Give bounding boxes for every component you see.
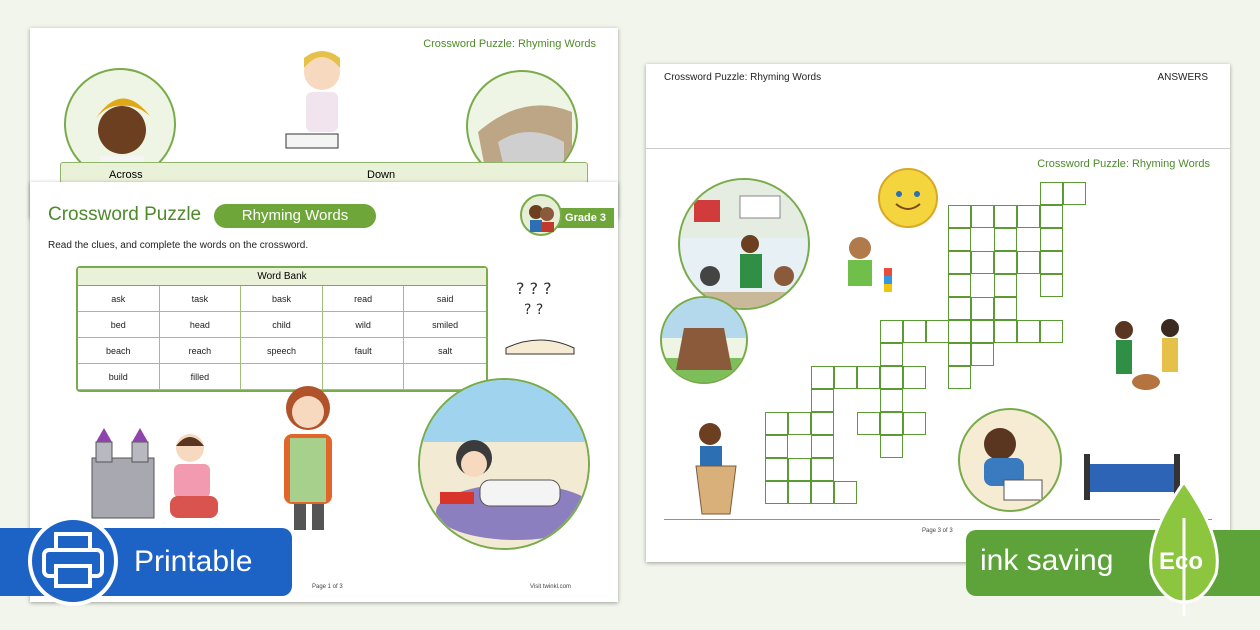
- crossword-cell[interactable]: [834, 366, 857, 389]
- crossword-cell[interactable]: [857, 366, 880, 389]
- word-bank-cell: ask: [78, 286, 160, 312]
- crossword-cell[interactable]: [811, 366, 834, 389]
- crossword-cell[interactable]: [971, 297, 994, 320]
- crossword-cell[interactable]: [811, 389, 834, 412]
- illustration-boy-reading: [418, 378, 590, 550]
- word-bank-cell: wild: [323, 312, 405, 338]
- word-bank-cell: filled: [160, 364, 242, 390]
- answer-page-label: Page 3 of 3: [922, 528, 953, 534]
- crossword-cell[interactable]: [948, 320, 971, 343]
- svg-text:? ?: ? ?: [524, 302, 544, 318]
- crossword-cell[interactable]: [880, 343, 903, 366]
- crossword-cell[interactable]: [880, 366, 903, 389]
- word-bank-cell: beach: [78, 338, 160, 364]
- crossword-cell[interactable]: [788, 412, 811, 435]
- instructions: Read the clues, and complete the words on the crossword.: [48, 240, 309, 251]
- word-bank-cell: smiled: [404, 312, 486, 338]
- crossword-cell[interactable]: [994, 228, 1017, 251]
- illustration-girl-podium: [686, 412, 746, 516]
- crossword-cell[interactable]: [994, 205, 1017, 228]
- crossword-cell[interactable]: [948, 251, 971, 274]
- crossword-cell[interactable]: [1017, 320, 1040, 343]
- answer-sheet-title: Crossword Puzzle: Rhyming Words: [664, 72, 822, 83]
- word-bank-cell: fault: [323, 338, 405, 364]
- crossword-cell[interactable]: [811, 412, 834, 435]
- word-bank-cell: reach: [160, 338, 242, 364]
- word-bank-cell: said: [404, 286, 486, 312]
- word-bank-cell: salt: [404, 338, 486, 364]
- crossword-cell[interactable]: [765, 412, 788, 435]
- crossword-cell[interactable]: [765, 435, 788, 458]
- crossword-cell[interactable]: [1040, 274, 1063, 297]
- crossword-cell[interactable]: [1017, 251, 1040, 274]
- illustration-girl-writing: [270, 42, 370, 162]
- word-bank-title: Word Bank: [78, 268, 486, 286]
- crossword-cell[interactable]: [811, 458, 834, 481]
- word-bank-cell: child: [241, 312, 323, 338]
- crossword-cell[interactable]: [788, 481, 811, 504]
- crossword-cell[interactable]: [880, 435, 903, 458]
- word-bank-cell: bed: [78, 312, 160, 338]
- crossword-cell[interactable]: [880, 412, 903, 435]
- crossword-cell[interactable]: [1017, 205, 1040, 228]
- svg-text:? ? ?: ? ? ?: [516, 279, 552, 298]
- crossword-cell[interactable]: [971, 343, 994, 366]
- answer-worksheet: [646, 64, 1230, 562]
- crossword-cell[interactable]: [857, 412, 880, 435]
- worksheet-subtitle-pill: Rhyming Words: [214, 204, 376, 228]
- word-bank-cell: bask: [241, 286, 323, 312]
- crossword-cell[interactable]: [1063, 182, 1086, 205]
- word-bank: [76, 266, 488, 392]
- crossword-cell[interactable]: [971, 251, 994, 274]
- crossword-cell[interactable]: [971, 205, 994, 228]
- crossword-cell[interactable]: [903, 366, 926, 389]
- illustration-boy-blocks: [834, 226, 904, 302]
- grade-avatar: [520, 194, 562, 236]
- crossword-cell[interactable]: [994, 320, 1017, 343]
- crossword-cell[interactable]: [788, 458, 811, 481]
- printer-icon: [28, 516, 118, 606]
- crossword-cell[interactable]: [903, 320, 926, 343]
- crossword-cell[interactable]: [811, 435, 834, 458]
- printable-label: Printable: [134, 545, 253, 578]
- answer-sheet-subtitle: Crossword Puzzle: Rhyming Words: [1037, 158, 1210, 170]
- ink-saving-label: ink saving: [980, 544, 1114, 577]
- crossword-cell[interactable]: [926, 320, 949, 343]
- word-bank-cell: speech: [241, 338, 323, 364]
- front-footer-link[interactable]: Visit twinkl.com: [530, 584, 571, 590]
- grade-badge: Grade 3: [530, 208, 614, 228]
- crossword-cell[interactable]: [948, 366, 971, 389]
- word-bank-cell: build: [78, 364, 160, 390]
- crossword-cell[interactable]: [765, 481, 788, 504]
- crossword-cell[interactable]: [903, 412, 926, 435]
- word-bank-cell: task: [160, 286, 242, 312]
- illustration-girl-apron: [258, 378, 358, 538]
- crossword-cell[interactable]: [1040, 182, 1063, 205]
- crossword-cell[interactable]: [948, 228, 971, 251]
- crossword-cell[interactable]: [1040, 320, 1063, 343]
- illustration-boy-dog: [1106, 310, 1190, 400]
- smiley-face-icon: [878, 168, 938, 228]
- crossword-cell[interactable]: [948, 274, 971, 297]
- illustration-girl-castle: [86, 418, 236, 528]
- crossword-cell[interactable]: [994, 274, 1017, 297]
- down-label: Down: [367, 169, 396, 181]
- answer-footer-line: [664, 519, 1212, 520]
- crossword-cell[interactable]: [834, 481, 857, 504]
- word-bank-cell: read: [323, 286, 405, 312]
- crossword-cell[interactable]: [811, 481, 834, 504]
- across-label: Across: [109, 169, 143, 181]
- crossword-cell[interactable]: [994, 297, 1017, 320]
- crossword-cell[interactable]: [880, 389, 903, 412]
- word-bank-cell: head: [160, 312, 242, 338]
- crossword-cell[interactable]: [971, 320, 994, 343]
- crossword-cell[interactable]: [948, 205, 971, 228]
- crossword-cell[interactable]: [765, 458, 788, 481]
- crossword-cell[interactable]: [948, 343, 971, 366]
- worksheet-title: Crossword Puzzle: [48, 204, 202, 225]
- illustration-question-book: [500, 272, 580, 356]
- eco-label: Eco: [1159, 548, 1204, 575]
- crossword-cell[interactable]: [880, 320, 903, 343]
- illustration-classroom: [678, 178, 810, 310]
- crossword-cell[interactable]: [994, 251, 1017, 274]
- answer-divider: [646, 148, 1230, 149]
- front-page-label: Page 1 of 3: [312, 584, 343, 590]
- crossword-cell[interactable]: [1040, 228, 1063, 251]
- crossword-cell[interactable]: [948, 297, 971, 320]
- answers-label: ANSWERS: [1157, 72, 1208, 83]
- illustration-child-drawing: [958, 408, 1062, 512]
- crossword-cell[interactable]: [1040, 205, 1063, 228]
- back-sheet-title: Crossword Puzzle: Rhyming Words: [423, 38, 596, 50]
- illustration-tree-stump: [660, 296, 748, 384]
- crossword-cell[interactable]: [1040, 251, 1063, 274]
